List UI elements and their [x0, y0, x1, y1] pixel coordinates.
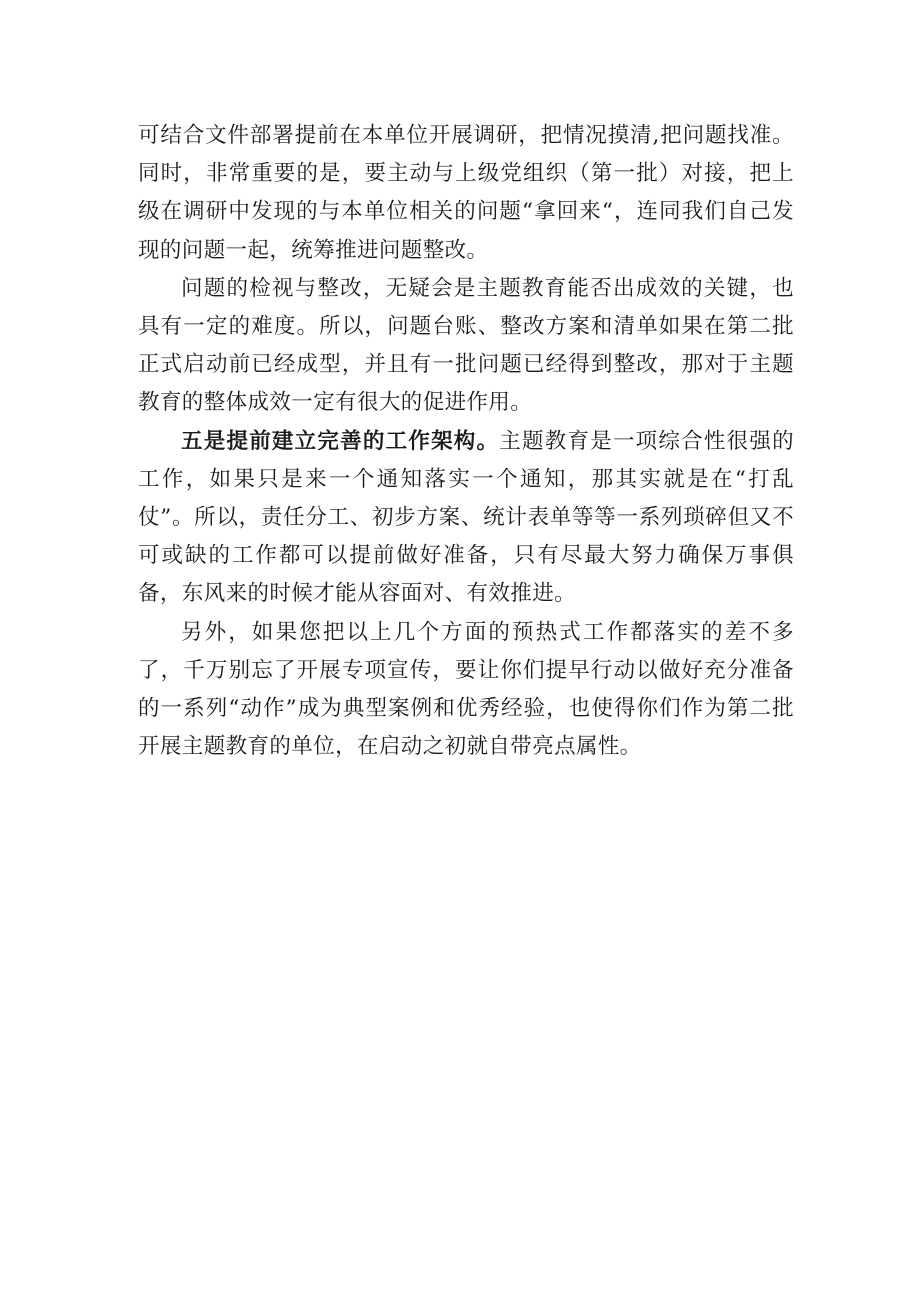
paragraph-1-text: 可结合文件部署提前在本单位开展调研，把情况摸清,把问题找准。同时，非常重要的是，要主动与上级党组织（第一批）对接，把上级在调研中发现的与本单位相关的问题“拿回来“，连同我们自己发现的问题一起，统筹推进问题整改。 [138, 123, 794, 263]
paragraph-4 [138, 614, 794, 767]
paragraph-3-lead: 五是提前建立完善的工作架构。 [181, 428, 500, 454]
paragraph-4-text: 另外，如果您把以上几个方面的预热式工作都落实的差不多了，千万别忘了开展专项宣传，要让你们提早行动以做好充分准备的一系列“动作”成为典型案例和优秀经验，也使得你们作为第二批开展主题教育的单位，在启动之初就自带亮点属性。 [138, 619, 794, 760]
paragraph-2-text: 问题的检视与整改，无疑会是主题教育能否出成效的关键，也具有一定的难度。所以，问题台账、整改方案和清单如果在第二批正式启动前已经成型，并且有一批问题已经得到整改，那对于主题教育的整体成效一定有很大的促进作用。 [138, 275, 794, 416]
paragraph-3-text: 主题教育是一项综合性很强的工作，如果只是来一个通知落实一个通知，那其实就是在“打乱仗”。所以，责任分工、初步方案、统计表单等等一系列琐碎但又不可或缺的工作都可以提前做好准备，只有尽最大努力确保万事俱备，东风来的时候才能从容面对、有效推进。 [138, 428, 794, 607]
paragraph-3 [138, 423, 794, 614]
paragraph-2 [138, 270, 794, 423]
paragraph-1 [138, 117, 794, 270]
document-body [138, 117, 794, 766]
